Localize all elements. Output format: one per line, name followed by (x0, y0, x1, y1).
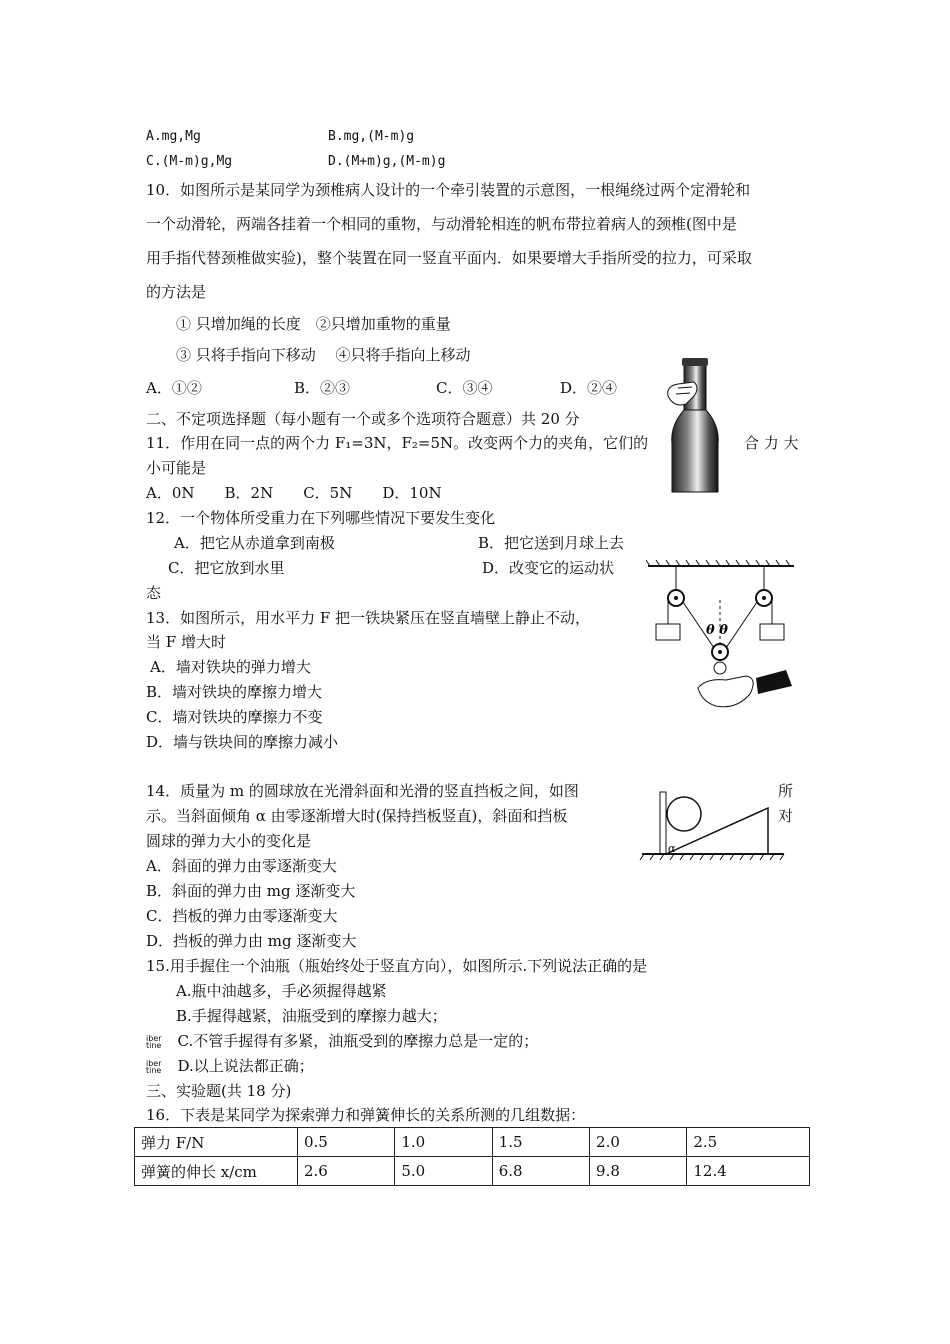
q9-option-c: C.(M-m)g,Mg (146, 154, 233, 169)
q10-option-d: D．②④ (560, 379, 618, 397)
table-cell: 1.5 (492, 1128, 589, 1157)
q15-option-d-row (146, 1057, 314, 1075)
q9-option-d: D.(M+m)g,(M-m)g (328, 154, 446, 169)
q14-line2-tail: 对 (778, 807, 794, 825)
q13-line2: 当 F 增大时 (146, 633, 226, 651)
q13-option-b: B．墙对铁块的摩擦力增大 (146, 683, 323, 701)
alpha-label: α (668, 842, 676, 855)
q12-option-c: C．把它放到水里 (168, 559, 285, 577)
q13-option-a: A．墙对铁块的弹力增大 (150, 658, 311, 676)
q13-option-d: D．墙与铁块间的摩擦力减小 (146, 733, 339, 751)
q11-options: A．0N B．2N C．5N D．10N (146, 484, 442, 502)
q10-line3: 用手指代替颈椎做实验)，整个装置在同一竖直平面内．如果要增大手指所受的拉力，可采取 (146, 249, 752, 267)
weight-left (656, 624, 680, 640)
spring-data-table (134, 1127, 810, 1186)
table-cell: 2.6 (298, 1157, 395, 1186)
q13-option-c: C．墙对铁块的摩擦力不变 (146, 708, 323, 726)
q12-option-b: B．把它送到月球上去 (478, 534, 625, 552)
q15-option-a: A.瓶中油越多，手必须握得越紧 (176, 982, 387, 1000)
ball (667, 797, 701, 831)
q10-line2: 一个动滑轮，两端各挂着一个相同的重物，与动滑轮相连的帆布带拉着病人的颈椎(图中是 (146, 215, 737, 233)
table-row (135, 1128, 810, 1157)
q15-option-b: B.手握得越紧，油瓶受到的摩擦力越大； (176, 1007, 447, 1025)
table-cell: 6.8 (492, 1157, 589, 1186)
q10-option-c: C．③④ (436, 379, 493, 397)
q14-option-a: A．斜面的弹力由零逐渐变大 (146, 857, 337, 875)
incline-ball-figure (636, 786, 786, 862)
q15-option-c: C.不管手握得有多紧，油瓶受到的摩擦力总是一定的； (177, 1032, 539, 1050)
table-cell: 5.0 (395, 1157, 492, 1186)
q15-marker-c: iber tine (146, 1034, 162, 1050)
weight-right (760, 624, 784, 640)
sleeve-icon (756, 670, 792, 694)
table-cell: 0.5 (298, 1128, 395, 1157)
theta-label: θ θ (706, 623, 728, 638)
hand-icon (698, 676, 753, 707)
vertical-board (660, 792, 666, 854)
q10-line4: 的方法是 (146, 283, 207, 301)
q10-option-b: B．②③ (294, 379, 351, 397)
q12-option-d-cont: 态 (146, 584, 162, 602)
q11-line1-tail: 合 力 大 (744, 434, 799, 452)
q16-line1: 16．下表是某同学为探索弹力和弹簧伸长的关系所测的几组数据： (146, 1106, 586, 1124)
q14-option-c: C．挡板的弹力由零逐渐变大 (146, 907, 338, 925)
q14-option-b: B．斜面的弹力由 mg 逐渐变大 (146, 882, 356, 900)
table-cell: 弹簧的伸长 x/cm (135, 1157, 298, 1186)
q12-option-a: A．把它从赤道拿到南极 (174, 534, 335, 552)
q11-line1: 11．作用在同一点的两个力 F₁=3N，F₂=5N。改变两个力的夹角，它们的 (146, 434, 649, 452)
q10-option-a: A．①② (146, 379, 202, 397)
table-cell: 2.0 (590, 1128, 687, 1157)
table-cell: 1.0 (395, 1128, 492, 1157)
table-row (135, 1157, 810, 1186)
q14-option-d: D．挡板的弹力由 mg 逐渐变大 (146, 932, 357, 950)
oil-bottle-figure (664, 356, 734, 496)
q12-option-d: D．改变它的运动状 (482, 559, 615, 577)
table-cell: 12.4 (687, 1157, 810, 1186)
q15-option-c-row (146, 1032, 538, 1050)
q10-choice1: ① 只增加绳的长度 ②只增加重物的重量 (176, 315, 451, 333)
q14-line3: 圆球的弹力大小的变化是 (146, 832, 312, 850)
q15-marker-d: iber tine (146, 1059, 162, 1075)
q15-line1: 15.用手握住一个油瓶（瓶始终处于竖直方向），如图所示.下列说法正确的是 (146, 957, 648, 975)
q14-line1: 14．质量为 m 的圆球放在光滑斜面和光滑的竖直挡板之间，如图 (146, 782, 579, 800)
table-cell: 弹力 F/N (135, 1128, 298, 1157)
q12-line1: 12．一个物体所受重力在下列哪些情况下要发生变化 (146, 509, 496, 527)
q11-line2: 小可能是 (146, 459, 207, 477)
q10-line1: 10．如图所示是某同学为颈椎病人设计的一个牵引装置的示意图，一根绳绕过两个定滑轮和 (146, 181, 751, 199)
q10-choice2: ③ 只将手指向下移动 ④只将手指向上移动 (176, 346, 471, 364)
section-3-heading: 三、实验题(共 18 分) (146, 1082, 292, 1100)
q14-line1-tail: 所 (778, 782, 794, 800)
q9-option-a: A.mg,Mg (146, 129, 201, 144)
table-cell: 2.5 (687, 1128, 810, 1157)
table-cell: 9.8 (590, 1157, 687, 1186)
pulley-traction-figure (646, 560, 796, 720)
q13-line1: 13．如图所示，用水平力 F 把一铁块紧压在竖直墙壁上静止不动， (146, 609, 591, 627)
q9-option-b: B.mg,(M-m)g (328, 129, 415, 144)
q14-line2: 示。当斜面倾角 α 由零逐渐增大时(保持挡板竖直)，斜面和挡板 (146, 807, 568, 825)
q15-option-d: D.以上说法都正确； (177, 1057, 314, 1075)
section-2-heading: 二、不定项选择题（每小题有一个或多个选项符合题意）共 20 分 (146, 410, 580, 428)
